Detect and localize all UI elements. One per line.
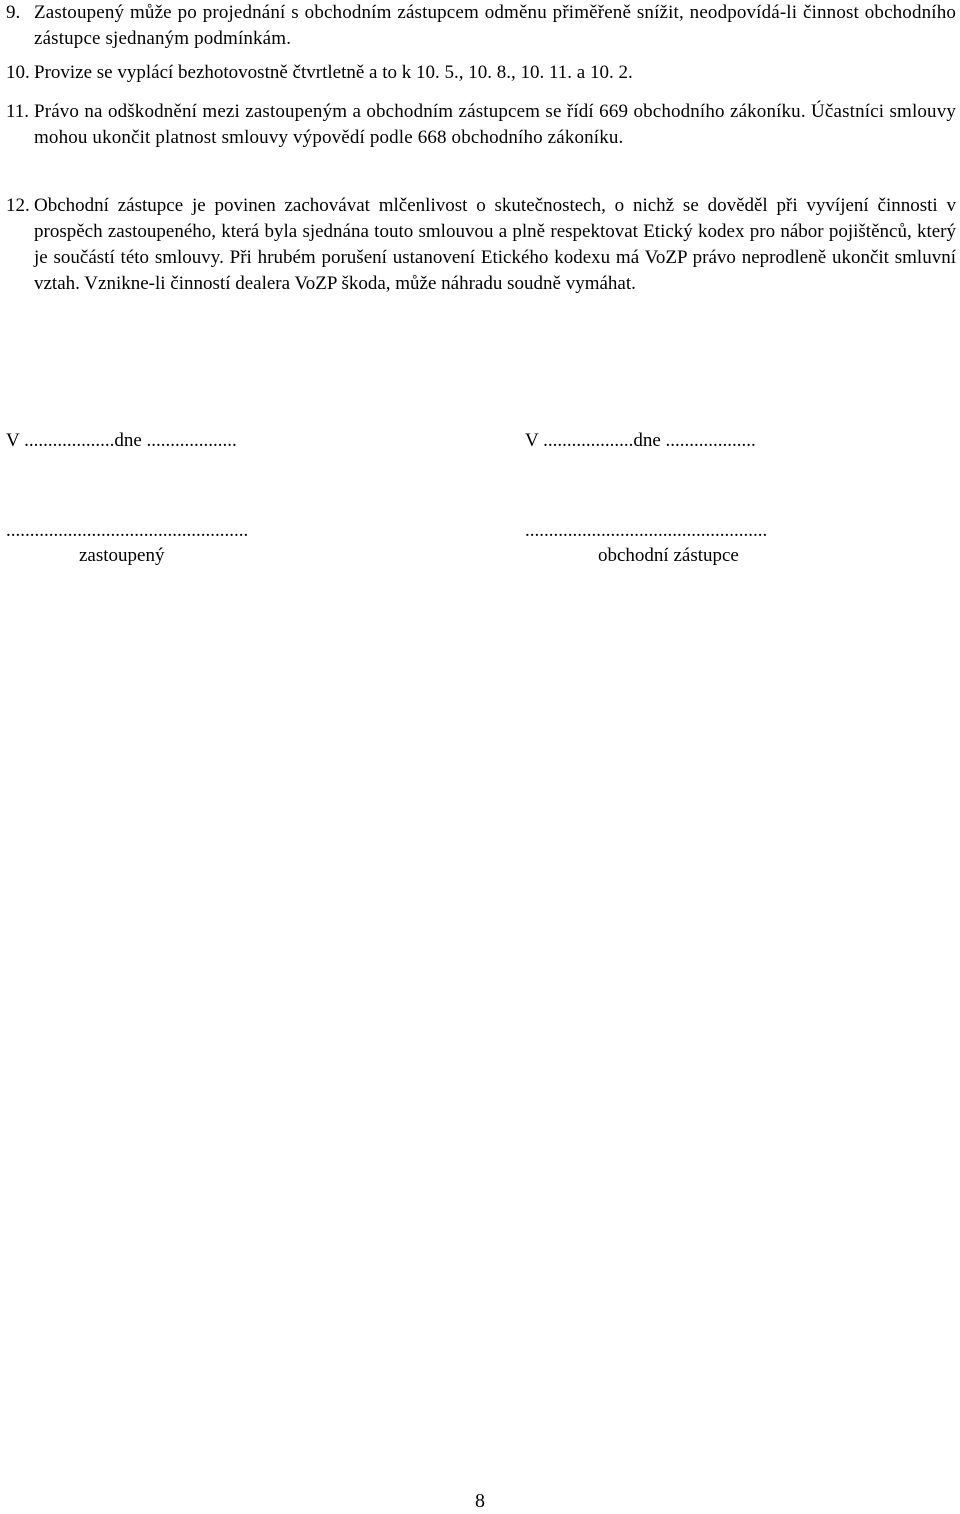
clause-12 [6, 193, 956, 297]
clause-number: 12. [6, 195, 30, 216]
right-place-date: V ...................dne ................... [525, 430, 756, 451]
clause-number: 10. [6, 62, 30, 83]
right-signature-line: ................................................... [525, 520, 768, 541]
clause-text: Obchodní zástupce je povinen zachovávat mlčenlivost o skutečnostech, o nichž se dověděl při vyvíjení činnosti v prospěch zastoupeného, která byla sjednána touto smlouvou a plně respektovat Etický kodex pro nábor pojištěnců, který je součástí této smlouvy. Při hrubém porušení ustanovení Etického kodexu má VoZP právo neprodleně ukončit smluvní vztah. Vznikne-li činností dealera VoZP škoda, může náhradu soudně vymáhat. [34, 195, 956, 294]
signature-line-row [0, 518, 960, 544]
left-place-date: V ...................dne ................... [6, 430, 237, 451]
page-number: 8 [475, 1490, 485, 1512]
clause-text: Zastoupený může po projednání s obchodním zástupcem odměnu přiměřeně snížit, neodpovídá-li činnost obchodního zástupce sjednaným podmínkám. [34, 2, 956, 49]
clause-9 [6, 0, 956, 52]
clause-text: Právo na odškodnění mezi zastoupeným a obchodním zástupcem se řídí 669 obchodního zákoníku. Účastníci smlouvy mohou ukončit platnost smlouvy výpovědí podle 668 obchodního zákoníku. [34, 101, 956, 148]
place-date-row [0, 428, 960, 454]
signature-role-row [0, 543, 960, 569]
clause-10 [6, 60, 956, 86]
right-role-label: obchodní zástupce [598, 545, 739, 566]
clause-number: 11. [6, 101, 30, 122]
left-role-label: zastoupený [79, 545, 165, 566]
clause-text: Provize se vyplácí bezhotovostně čtvrtletně a to k 10. 5., 10. 8., 10. 11. a 10. 2. [34, 62, 633, 83]
clause-11 [6, 99, 956, 151]
clause-number: 9. [6, 2, 21, 23]
left-signature-line: ................................................... [6, 520, 249, 541]
